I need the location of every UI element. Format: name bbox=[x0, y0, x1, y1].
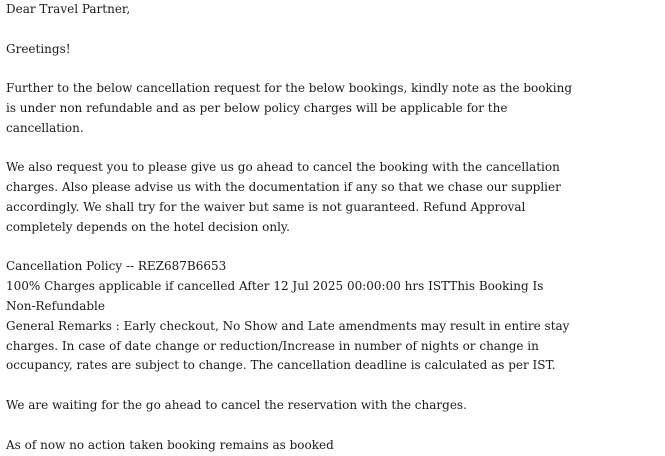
general-remarks: General Remarks : Early checkout, No Show and Late amendments may result in entire stay charges. In case of date change or reduction/Increase in number of nights or change in occupancy, rates are subject to change. The cancellation deadline is calculated as per IST. bbox=[6, 318, 570, 373]
salutation: Dear Travel Partner, bbox=[6, 2, 131, 16]
email-body bbox=[6, 0, 576, 455]
blank-line bbox=[6, 416, 576, 436]
blank-line bbox=[6, 376, 576, 396]
waiting-for-go-ahead: We are waiting for the go ahead to cancel the reservation with the charges. bbox=[6, 397, 467, 412]
blank-line bbox=[6, 238, 576, 258]
cancellation-notice-paragraph: Further to the below cancellation request for the below bookings, kindly note as the booking is under non refundable and as per below policy charges will be applicable for the cancellation. bbox=[6, 81, 573, 135]
blank-line bbox=[6, 139, 576, 159]
booking-status-line: As of now no action taken booking remains as booked bbox=[6, 437, 334, 452]
blank-line bbox=[6, 20, 576, 40]
cancellation-policy-charges: 100% Charges applicable if cancelled After 12 Jul 2025 00:00:00 hrs ISTThis Booking Is Non-Refundable bbox=[6, 279, 544, 313]
cancellation-policy-heading: Cancellation Policy -- REZ687B6653 bbox=[6, 259, 227, 274]
greeting: Greetings! bbox=[6, 41, 71, 56]
blank-line bbox=[6, 59, 576, 79]
go-ahead-request-paragraph: We also request you to please give us go ahead to cancel the booking with the cancellation charges. Also please advise us with the documentation if any so that we chase our supplier accordingly. We shall try for the waiver but same is not guaranteed. Refund Approval completely depends on the hotel decision only. bbox=[6, 160, 561, 234]
